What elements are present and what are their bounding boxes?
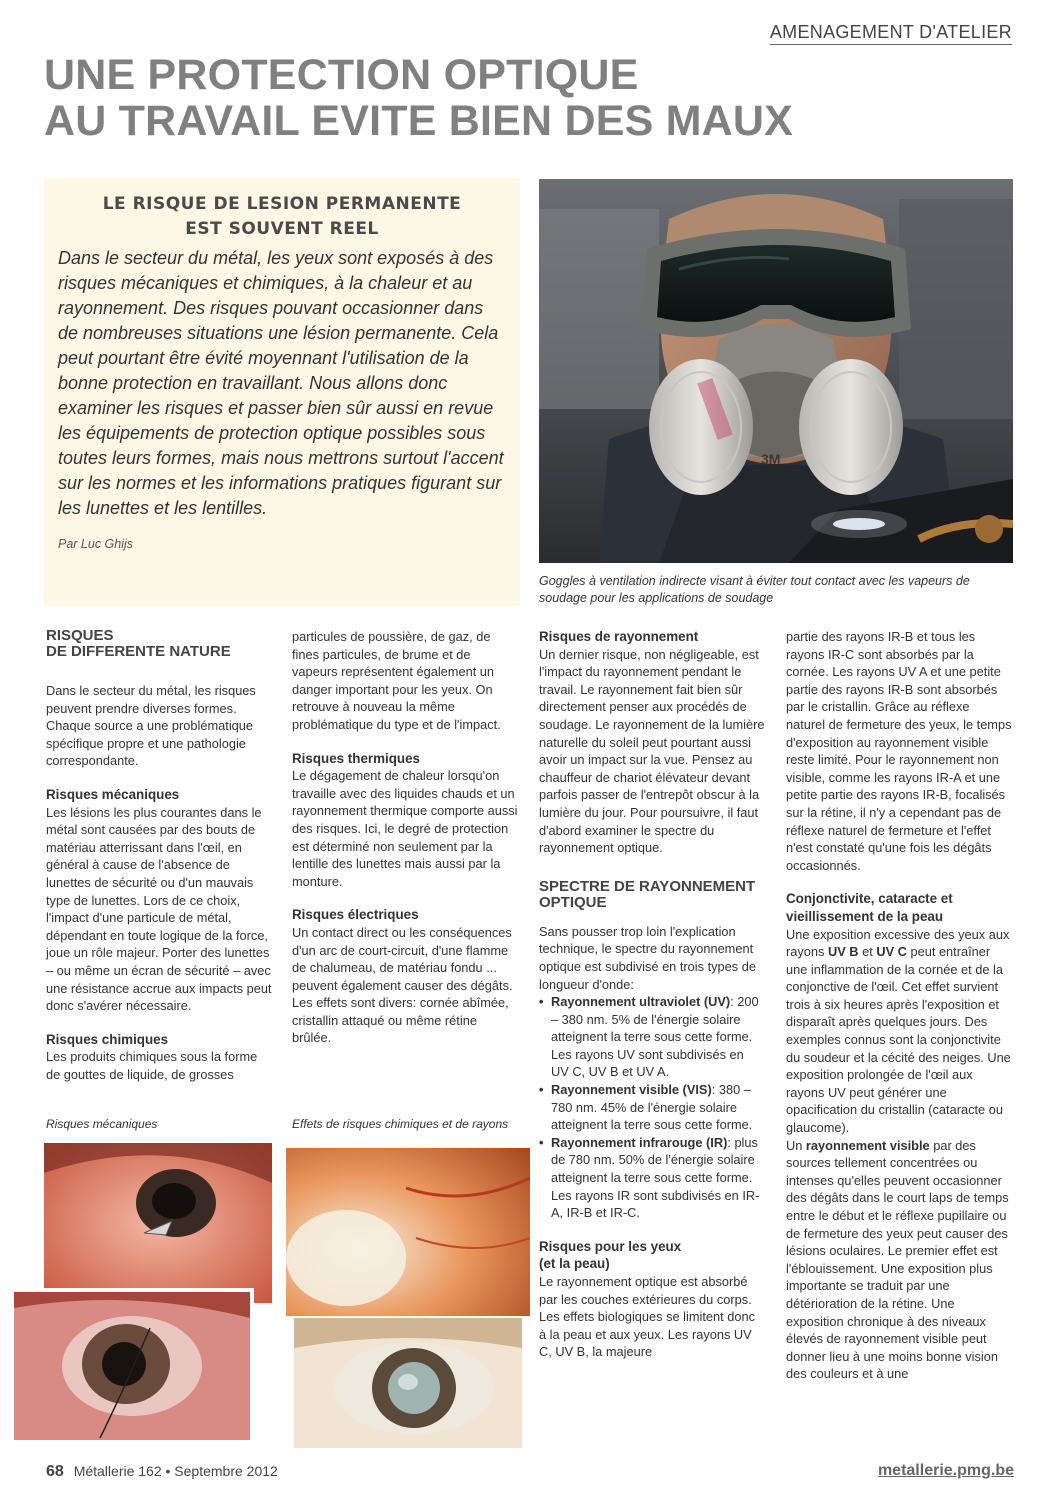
paragraph: Un dernier risque, non négligeable, est l'impact du rayonnement pendant le travail. Le rayonnement fait bien sûr directement penser aux procédés de soudage. Le rayonnement de la lumière naturelle du soleil peut pourtant aussi avoir un impact sur la vue. Pensez au chauffeur de chariot élévateur devant parfois passer de l'entrepôt obscur à la lumière du jour. Pour poursuivre, il faut d'abord examiner le spectre du rayonnement optique. (539, 646, 765, 856)
paragraph: Le dégagement de chaleur lorsqu'on travaille avec des liquides chauds et un rayonnement thermique comporte aussi des risques. Ici, le degré de protection est déterminé non seulement par la lentille des lunettes mais aussi par la monture. (292, 768, 518, 889)
heading-risques-line-1: RISQUES (46, 627, 114, 644)
list-item-text: : plus de 780 nm. 50% de l'énergie solaire atteignent la terre sous cette forme. Les rayons IR sont subdivisés en IR-A, IR-B et IR-C. (551, 1134, 760, 1221)
paragraph: Sans pousser trop loin l'explication technique, le spectre du rayonnement optique est subdivisé en trois types de longueur d'onde: (539, 923, 756, 992)
photo-caption: Goggles à ventilation indirecte visant à éviter tout contact avec les vapeurs de soudage pour les applications de soudage (539, 574, 970, 605)
section-label: AMENAGEMENT D'ATELIER (770, 22, 1012, 45)
paragraph (786, 926, 1012, 1137)
list-item-term: Rayonnement ultraviolet (UV) (551, 994, 731, 1010)
column-1 (46, 628, 272, 1083)
issue-info: Métallerie 162 • Septembre 2012 (73, 1463, 278, 1479)
eye-injury-photo-1 (44, 1143, 272, 1303)
bold-term: rayonnement visible (805, 1137, 930, 1153)
subheading-rayonnement: Risques de rayonnement (539, 629, 699, 644)
paragraph: Le rayonnement optique est absorbé par les couches extérieures du corps. Les effets biologiques se limitent donc à la peau et aux yeux. Les rayons UV C, UV B, la majeure (539, 1274, 756, 1360)
text-run: Une exposition excessive des yeux aux rayons (786, 926, 1010, 960)
footer-issue (46, 1463, 278, 1481)
intro-text: Dans le secteur du métal, les yeux sont exposés à des risques mécaniques et chimiques, à la chaleur et au rayonnement. Des risques pouvant occasionner dans de nombreuses situations une lésion permanente. Cela peut pourtant être évité moyennant l'utilisation de la bonne protection en travaillant. Nous allons donc examiner les risques et passer bien sûr aussi en revue les équipements de protection optique possibles sous toutes leurs formes, mais nous mettrons surtout l'accent sur les normes et les informations pratiques figurant sur les lunettes et les lentilles. (58, 248, 504, 518)
heading-spectre-line-2: OPTIQUE (539, 893, 607, 911)
intro-heading-line-1: LE RISQUE DE LESION PERMANENTE (102, 194, 462, 214)
website-link[interactable]: metallerie.pmg.be (877, 1462, 1014, 1479)
welder-mask-photo (539, 179, 1013, 563)
paragraph: partie des rayons IR-B et tous les rayons IR-C sont absorbés par la cornée. Les rayons UV A et une petite partie des rayons IR-B sont absorbés par le cristallin. Grâce au réflexe naturel de fermeture des yeux, le temps d'exposition au rayonnement visible reste limité. Pour le rayonnement non visible, comme les rayons IR-A et une petite partie des rayons IR-B, focalisés sur la rétine, il n'y a cependant pas de réflexe naturel de fermeture et l'effet n'est constaté qu'une fois les dégâts occasionnés. (786, 629, 1012, 873)
text-run: et (858, 944, 877, 960)
intro-heading (58, 192, 506, 242)
column-2 (292, 628, 518, 1047)
subheading-electriques: Risques électriques (292, 907, 419, 923)
list-item-text: : 380 – 780 nm. 45% de l'énergie solaire atteignent la terre sous cette forme. (551, 1082, 753, 1133)
bold-term: UV C (876, 944, 907, 960)
byline: Par Luc Ghijs (58, 537, 134, 551)
title-line-2: AU TRAVAIL EVITE BIEN DES MAUX (44, 97, 794, 145)
heading-risques (46, 628, 272, 660)
subheading-conjonctivite-line-2: vieillissement de la peau (786, 908, 944, 924)
heading-spectre (539, 879, 765, 911)
cataract-eye-photo (294, 1318, 522, 1448)
subheading-thermiques: Risques thermiques (292, 750, 420, 766)
heading-spectre-line-1: SPECTRE DE RAYONNEMENT (539, 877, 756, 895)
intro-box (44, 178, 520, 606)
list-item-term: Rayonnement visible (VIS) (551, 1082, 712, 1098)
text-run: peut entraîner une inflammation de la cornée et de la conjonctive de l'œil. Cet effet survient trois à six heures après l'exposition et disparaît après quelques jours. Des exemples connus sont la conjonctivite du soudeur et la cécité des neiges. Une exposition prolongée de l'œil aux rayons UV peut générer une opacification du cristallin (cataracte ou glaucome). (786, 944, 1011, 1136)
subheading-conjonctivite (786, 890, 1012, 925)
intro-heading-line-2: EST SOUVENT REEL (185, 219, 379, 239)
text-run: par des sources tellement concentrées ou intenses qu'elles peuvent occasionner des dégâts dans le court laps de temps entre le début et le réflexe pupillaire ou de fermeture des yeux peut causer des lésions oculaires. Le premier effet est l'éblouissement. Une exposition plus importante se traduit par une détérioration de la rétine. Une exposition chronique à des niveaux élevés de rayonnement visible peut donner lieu à une moins bonne vision des couleurs et à une (786, 1137, 1009, 1382)
article-title (44, 52, 1014, 144)
mask-brand-text: 3M (761, 451, 781, 467)
paragraph: Les produits chimiques sous la forme de gouttes de liquide, de grosses (46, 1049, 258, 1082)
column-3 (539, 628, 765, 1361)
list-item-term: Rayonnement infrarouge (IR) (551, 1134, 728, 1150)
list-item (539, 993, 765, 1081)
paragraph: Dans le secteur du métal, les risques peuvent prendre diverses formes. Chaque source a une problématique spécifique propre et une pathologie correspondante. (46, 683, 256, 769)
paragraph: particules de poussière, de gaz, de fines particules, de brume et de vapeurs représentent également un danger important pour les yeux. On retrouve à nouveau la même problématique du type et de l'impact. (292, 629, 501, 732)
page-number: 68 (46, 1463, 64, 1480)
subheading-yeux-line-1: Risques pour les yeux (539, 1238, 682, 1254)
list-item (539, 1081, 765, 1134)
paragraph: Un contact direct ou les conséquences d'un arc de court-circuit, d'une flamme de chalumeau, de matériau fondu ... peuvent également causer des dégâts. (292, 924, 513, 993)
bold-term: UV B (827, 944, 859, 960)
subheading-conjonctivite-line-1: Conjonctivite, cataracte et (786, 891, 953, 907)
column-4 (786, 628, 1012, 1383)
subheading-yeux (539, 1238, 765, 1273)
eye-injury-photo-2 (10, 1288, 254, 1444)
paragraph (786, 1137, 1012, 1383)
list-item (539, 1134, 765, 1222)
subheading-yeux-line-2: (et la peau) (539, 1256, 610, 1272)
subheading-mecaniques: Risques mécaniques (46, 786, 180, 802)
subheading-chimiques: Risques chimiques (46, 1031, 169, 1047)
paragraph: Les lésions les plus courantes dans le métal sont causées par des bouts de matériau atterrissant dans l'œil, en général à cause de l'absence de lunettes de sécurité ou d'un mauvais type de lunettes. Lors de ce choix, l'impact d'une particule de métal, dépendant en toute logique de la force, joue un rôle majeur. Porter des lunettes – ou même un écran de sécurité – avec une résistance accrue aux impacts peut donc s'avérer nécessaire. (46, 804, 272, 1014)
image-caption-mecaniques: Risques mécaniques (46, 1117, 158, 1131)
text-run: Un (786, 1137, 806, 1153)
image-caption-chimiques: Effets de risques chimiques et de rayons (292, 1117, 509, 1131)
list-item-text: : 200 – 380 nm. 5% de l'énergie solaire atteignent la terre sous cette forme. Les rayons UV sont subdivisés en UV C, UV B et UV A. (551, 994, 759, 1080)
chemical-burn-photo (286, 1148, 530, 1316)
paragraph: Les effets sont divers: cornée abîmée, cristallin attaqué ou même rétine brûlée. (292, 995, 509, 1046)
heading-risques-line-2: DE DIFFERENTE NATURE (46, 643, 231, 660)
title-line-1: UNE PROTECTION OPTIQUE (44, 51, 639, 99)
